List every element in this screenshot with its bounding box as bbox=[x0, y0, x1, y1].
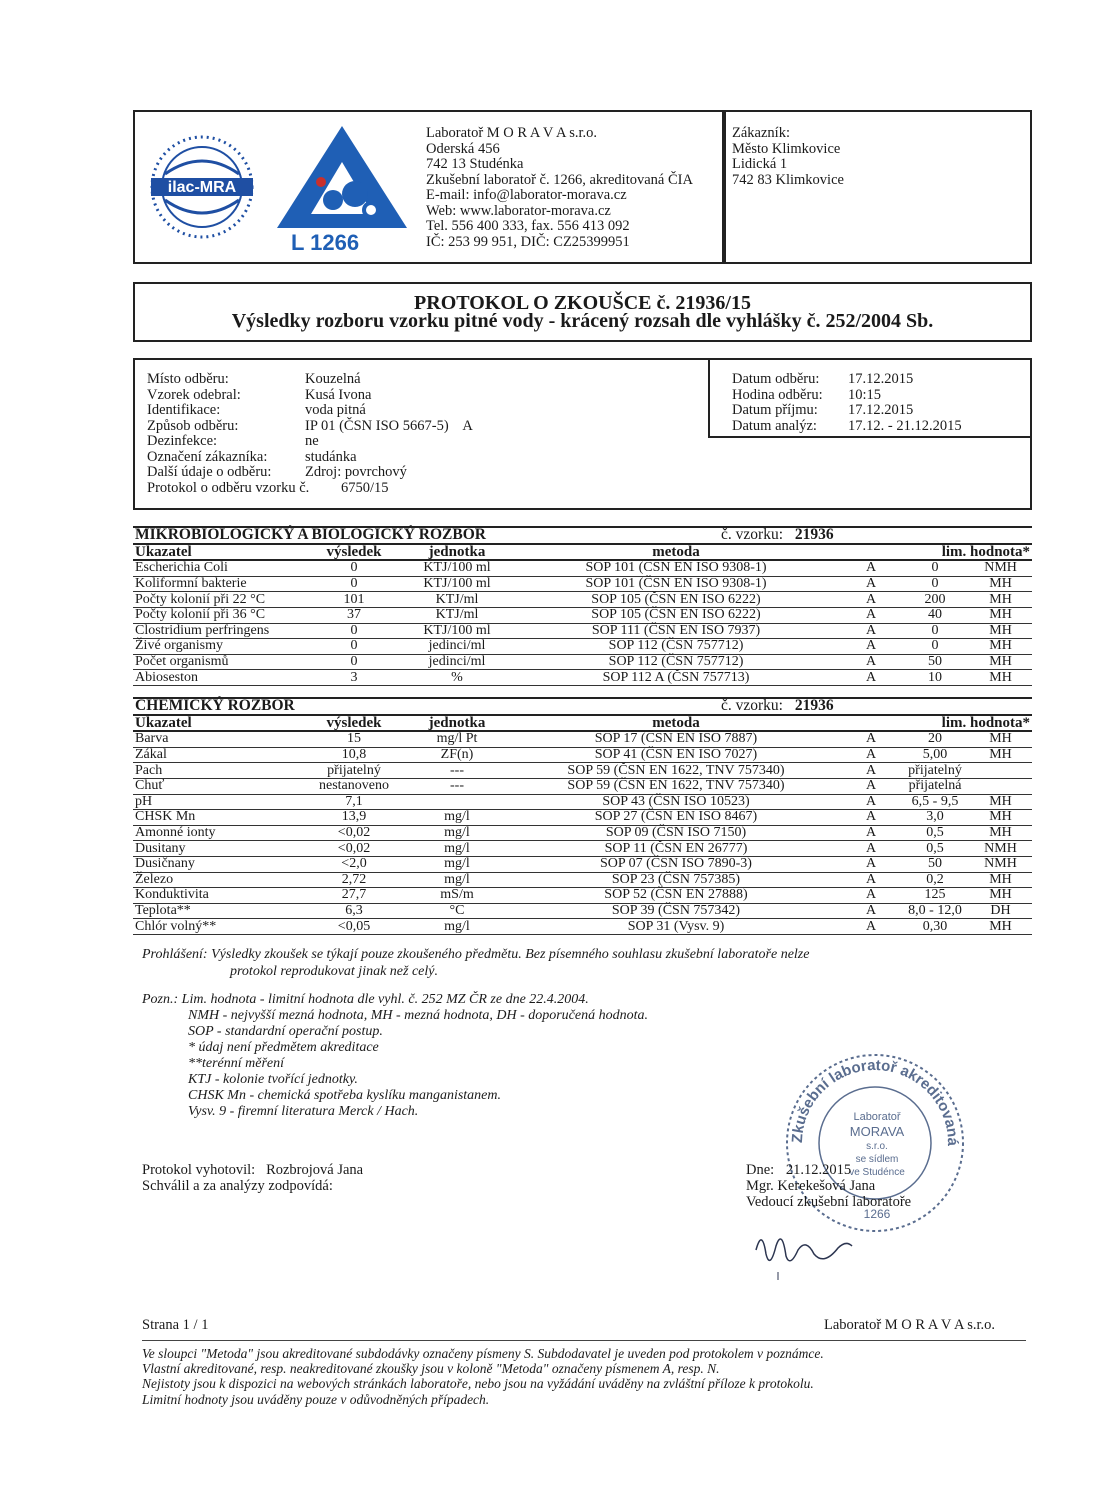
table-row bbox=[133, 794, 1032, 810]
sampling-dates-box bbox=[708, 358, 1032, 438]
ilac-mra-text: ilac-MRA bbox=[167, 179, 237, 196]
limit-type-cell: MH bbox=[969, 872, 1032, 888]
signoff-date: 21.12.2015 bbox=[785, 1162, 852, 1178]
footer-line: Nejistoty jsou k dispozici na webových stránkách laboratoře, nebo jsou na vyžádání uváděny na zvláštní příloze k protokolu. bbox=[142, 1376, 814, 1392]
limit-value-cell: 200 bbox=[901, 592, 969, 608]
col-header: výsledek bbox=[305, 715, 403, 732]
col-header: jednotka bbox=[403, 544, 511, 561]
parameter-cell: Koliformní bakterie bbox=[133, 576, 305, 592]
limit-type-cell: MH bbox=[969, 670, 1032, 686]
table-row bbox=[133, 560, 1032, 576]
parameter-cell: Abioseston bbox=[133, 670, 305, 686]
limit-value-cell: 0 bbox=[901, 639, 969, 655]
limit-type-cell: DH bbox=[969, 903, 1032, 919]
customer-lines bbox=[732, 126, 844, 188]
unit-cell: mg/l bbox=[403, 872, 511, 888]
method-cell: SOP 09 (ČSN ISO 7150) bbox=[511, 825, 841, 841]
approved-label: Schválil a za analýzy zodpovídá: bbox=[142, 1178, 333, 1194]
micro-sample bbox=[721, 526, 1032, 544]
micro-title: MIKROBIOLOGICKÝ A BIOLOGICKÝ ROZBOR bbox=[133, 527, 841, 544]
result-cell: 3 bbox=[305, 670, 403, 686]
result-cell: 7,1 bbox=[305, 794, 403, 810]
result-cell: 101 bbox=[305, 592, 403, 608]
result-cell: 0 bbox=[305, 623, 403, 639]
parameter-cell: Barva bbox=[133, 731, 305, 747]
protocol-title-box bbox=[133, 282, 1032, 342]
accreditation-cell: A bbox=[841, 560, 901, 576]
limit-type-cell: MH bbox=[969, 607, 1032, 623]
chem-header-row bbox=[133, 715, 1032, 732]
result-cell: 37 bbox=[305, 607, 403, 623]
table-row bbox=[133, 872, 1032, 888]
chem-sample-no: 21936 bbox=[794, 697, 834, 715]
chem-title-row bbox=[133, 698, 1032, 715]
limit-type-cell bbox=[969, 763, 1032, 779]
result-cell: <0,02 bbox=[305, 841, 403, 857]
limit-value-cell: 40 bbox=[901, 607, 969, 623]
date-labels bbox=[732, 372, 823, 434]
method-cell: SOP 101 (ČSN EN ISO 9308-1) bbox=[511, 576, 841, 592]
limit-type-cell: NMH bbox=[969, 560, 1032, 576]
col-header: Ukazatel bbox=[133, 715, 305, 732]
unit-cell: jedinci/ml bbox=[403, 639, 511, 655]
accreditation-cell: A bbox=[841, 639, 901, 655]
lab-contact-lines bbox=[426, 126, 693, 250]
limit-value-cell: 0 bbox=[901, 560, 969, 576]
unit-cell: KTJ/100 ml bbox=[403, 560, 511, 576]
unit-cell: KTJ/ml bbox=[403, 592, 511, 608]
accreditation-cell: A bbox=[841, 919, 901, 935]
note-line: KTJ - kolonie tvořící jednotky. bbox=[188, 1072, 358, 1087]
sampling-value: Zdroj: povrchový bbox=[305, 464, 407, 480]
accreditation-cell: A bbox=[841, 670, 901, 686]
limit-value-cell: 0,30 bbox=[901, 919, 969, 935]
chem-title: CHEMICKÝ ROZBOR bbox=[133, 698, 841, 715]
limit-value-cell: přijatelný bbox=[901, 763, 969, 779]
parameter-cell: Konduktivita bbox=[133, 888, 305, 904]
unit-cell: mg/l bbox=[403, 841, 511, 857]
accreditation-cell: A bbox=[841, 888, 901, 904]
limit-value-cell: 0,2 bbox=[901, 872, 969, 888]
lab-name: Laboratoř M O R A V A s.r.o. bbox=[426, 125, 598, 141]
parameter-cell: Pach bbox=[133, 763, 305, 779]
accreditation-cell: A bbox=[841, 763, 901, 779]
micro-rows bbox=[133, 560, 1032, 685]
sampling-left-values bbox=[305, 372, 473, 496]
result-cell: 15 bbox=[305, 731, 403, 747]
method-cell: SOP 39 (ČSN 757342) bbox=[511, 903, 841, 919]
customer-city: 742 83 Klimkovice bbox=[732, 171, 844, 188]
notes bbox=[142, 992, 648, 1120]
result-cell: <0,05 bbox=[305, 919, 403, 935]
footer-line: Ve sloupci "Metoda" jsou akreditované subdodávky označeny písmeny S. Subdodavatel je uveden pod protokolem v poznámce. bbox=[142, 1346, 824, 1361]
limit-type-cell: MH bbox=[969, 592, 1032, 608]
stamp-number: 1266 bbox=[863, 1207, 891, 1221]
result-cell: 0 bbox=[305, 560, 403, 576]
accreditation-cell: A bbox=[841, 623, 901, 639]
note-line: **terénní měření bbox=[188, 1056, 285, 1071]
accreditation-cell: A bbox=[841, 810, 901, 826]
limit-type-cell: MH bbox=[969, 810, 1032, 826]
unit-cell: mg/l Pt bbox=[403, 731, 511, 747]
table-row bbox=[133, 592, 1032, 608]
limit-value-cell: 0,5 bbox=[901, 841, 969, 857]
limit-value-cell: 20 bbox=[901, 731, 969, 747]
note-line: NMH - nejvyšší mezná hodnota, MH - mezná hodnota, DH - doporučená hodnota. bbox=[188, 1008, 648, 1023]
method-cell: SOP 52 (ČSN EN 27888) bbox=[511, 888, 841, 904]
date-value: 17.12.2015 bbox=[848, 402, 914, 418]
table-row bbox=[133, 763, 1032, 779]
result-cell: nestanoveno bbox=[305, 778, 403, 794]
signature bbox=[748, 1220, 858, 1280]
result-cell: 13,9 bbox=[305, 810, 403, 826]
parameter-cell: Amonné ionty bbox=[133, 825, 305, 841]
result-cell: 0 bbox=[305, 654, 403, 670]
accreditation-cell: A bbox=[841, 747, 901, 763]
accreditation-cell: A bbox=[841, 731, 901, 747]
unit-cell: mg/l bbox=[403, 856, 511, 872]
stamp-line: MORAVA bbox=[849, 1124, 905, 1139]
method-cell: SOP 41 (ČSN EN ISO 7027) bbox=[511, 747, 841, 763]
result-cell: <2,0 bbox=[305, 856, 403, 872]
note-line: Vysv. 9 - firemní literatura Merck / Hach. bbox=[188, 1104, 419, 1119]
table-row bbox=[133, 903, 1032, 919]
result-cell: 10,8 bbox=[305, 747, 403, 763]
parameter-cell: Dusičnany bbox=[133, 856, 305, 872]
accreditation-cell: A bbox=[841, 794, 901, 810]
stamp-ring-text: Zkušební laboratoř akreditovaná bbox=[788, 1056, 962, 1147]
table-row bbox=[133, 810, 1032, 826]
method-cell: SOP 101 (ČSN EN ISO 9308-1) bbox=[511, 560, 841, 576]
limit-value-cell: 125 bbox=[901, 888, 969, 904]
chem-rows bbox=[133, 731, 1032, 934]
method-cell: SOP 105 (ČSN EN ISO 6222) bbox=[511, 607, 841, 623]
sampling-label: Vzorek odebral: bbox=[147, 386, 241, 403]
sampling-info-box bbox=[133, 358, 1032, 510]
stamp-line: ve Studénce bbox=[849, 1167, 905, 1178]
note-line: CHSK Mn - chemická spotřeba kyslíku manganistanem. bbox=[188, 1088, 501, 1103]
accreditation-cell: A bbox=[841, 903, 901, 919]
lab-ids: IČ: 253 99 951, DIČ: CZ25399951 bbox=[426, 233, 630, 250]
unit-cell bbox=[403, 794, 511, 810]
sampling-value: ne bbox=[305, 433, 319, 449]
micro-table bbox=[133, 526, 1032, 686]
lab-accreditation: Zkušební laboratoř č. 1266, akreditovaná ČIA bbox=[426, 171, 693, 188]
date-label: Datum odběru: bbox=[732, 371, 820, 387]
result-cell: 0 bbox=[305, 639, 403, 655]
unit-cell: mg/l bbox=[403, 810, 511, 826]
customer-street: Lidická 1 bbox=[732, 156, 788, 172]
unit-cell: mg/l bbox=[403, 825, 511, 841]
result-cell: 2,72 bbox=[305, 872, 403, 888]
parameter-cell: pH bbox=[133, 794, 305, 810]
declaration-label: Prohlášení: bbox=[142, 947, 208, 962]
chem-sample-label: č. vzorku: bbox=[721, 697, 783, 715]
parameter-cell: Počty kolonií při 22 °C bbox=[133, 592, 305, 608]
parameter-cell: Živé organismy bbox=[133, 639, 305, 655]
result-cell: přijatelný bbox=[305, 763, 403, 779]
micro-sample-label: č. vzorku: bbox=[721, 526, 784, 544]
date-values bbox=[848, 372, 962, 434]
limit-type-cell bbox=[969, 778, 1032, 794]
table-row bbox=[133, 888, 1032, 904]
sampling-left-labels bbox=[147, 372, 309, 496]
sampling-label: Způsob odběru: bbox=[147, 417, 239, 434]
chem-sample bbox=[721, 697, 1032, 715]
limit-value-cell: 50 bbox=[901, 856, 969, 872]
unit-cell: KTJ/ml bbox=[403, 607, 511, 623]
limit-type-cell: MH bbox=[969, 654, 1032, 670]
unit-cell: --- bbox=[403, 778, 511, 794]
table-row bbox=[133, 623, 1032, 639]
table-row bbox=[133, 919, 1032, 935]
limit-type-cell: NMH bbox=[969, 841, 1032, 857]
ilac-mra-logo bbox=[143, 128, 261, 246]
sampling-label: Dezinfekce: bbox=[147, 433, 218, 449]
parameter-cell: Chlór volný** bbox=[133, 919, 305, 935]
table-row bbox=[133, 825, 1032, 841]
limit-type-cell: MH bbox=[969, 919, 1032, 935]
lab-email[interactable]: E-mail: info@laborator-morava.cz bbox=[426, 187, 627, 203]
table-row bbox=[133, 670, 1032, 686]
accreditation-cell: A bbox=[841, 825, 901, 841]
accreditation-cell: A bbox=[841, 607, 901, 623]
stamp-line: Laboratoř bbox=[853, 1111, 901, 1123]
table-row bbox=[133, 639, 1032, 655]
table-row bbox=[133, 607, 1032, 623]
limit-type-cell: NMH bbox=[969, 856, 1032, 872]
parameter-cell: Escherichia Coli bbox=[133, 560, 305, 576]
parameter-cell: Teplota** bbox=[133, 903, 305, 919]
lab-city: 742 13 Studénka bbox=[426, 156, 524, 172]
table-row bbox=[133, 856, 1032, 872]
lab-street: Oderská 456 bbox=[426, 140, 500, 157]
laboratory-logo bbox=[273, 122, 411, 232]
result-cell: <0,02 bbox=[305, 825, 403, 841]
method-cell: SOP 111 (ČSN EN ISO 7937) bbox=[511, 623, 841, 639]
declaration-line: protokol reprodukovat jinak než celý. bbox=[230, 964, 438, 979]
micro-title-row bbox=[133, 527, 1032, 544]
parameter-cell: Chuť bbox=[133, 778, 305, 794]
limit-type-cell: MH bbox=[969, 623, 1032, 639]
col-header: výsledek bbox=[305, 544, 403, 561]
limit-type-cell: MH bbox=[969, 888, 1032, 904]
date-label: Dne: bbox=[746, 1162, 775, 1178]
protocol-subtitle: Výsledky rozboru vzorku pitné vody - krácený rozsah dle vyhlášky č. 252/2004 Sb. bbox=[231, 310, 934, 332]
footer-company: Laboratoř M O R A V A s.r.o. bbox=[824, 1317, 996, 1333]
method-cell: SOP 27 (ČSN EN ISO 8467) bbox=[511, 810, 841, 826]
date-label: Datum příjmu: bbox=[732, 402, 818, 418]
limit-value-cell: 5,00 bbox=[901, 747, 969, 763]
limit-value-cell: 6,5 - 9,5 bbox=[901, 794, 969, 810]
lab-header-box bbox=[133, 110, 724, 264]
parameter-cell: Zákal bbox=[133, 747, 305, 763]
method-cell: SOP 43 (ČSN ISO 10523) bbox=[511, 794, 841, 810]
footer-line: Limitní hodnoty jsou uváděny pouze v odůvodněných případech. bbox=[142, 1391, 490, 1407]
method-cell: SOP 23 (ČSN 757385) bbox=[511, 872, 841, 888]
sampling-label: Označení zákazníka: bbox=[147, 448, 268, 465]
declaration bbox=[142, 946, 809, 980]
micro-sample-no: 21936 bbox=[794, 526, 834, 544]
sampling-value: studánka bbox=[305, 448, 357, 465]
method-cell: SOP 112 (ČSN 757712) bbox=[511, 639, 841, 655]
sampling-value: voda pitná bbox=[305, 402, 366, 418]
limit-type-cell: MH bbox=[969, 639, 1032, 655]
date-label: Datum analýz: bbox=[732, 417, 817, 434]
sampling-value: 6750/15 bbox=[341, 479, 389, 496]
unit-cell: jedinci/ml bbox=[403, 654, 511, 670]
sampling-label: Identifikace: bbox=[147, 402, 221, 418]
table-row bbox=[133, 778, 1032, 794]
customer-box bbox=[724, 110, 1032, 264]
sampling-label: Místo odběru: bbox=[147, 371, 229, 387]
footer-line: Vlastní akreditované, resp. neakreditované zkoušky jsou v koloně "Metoda" označeny písmenem A, resp. N. bbox=[142, 1361, 720, 1377]
method-cell: SOP 105 (ČSN EN ISO 6222) bbox=[511, 592, 841, 608]
date-value: 17.12.2015 bbox=[848, 371, 914, 387]
customer-name: Město Klimkovice bbox=[732, 140, 841, 157]
date-value: 17.12. - 21.12.2015 bbox=[848, 417, 962, 434]
sampling-value: IP 01 (ČSN ISO 5667-5) A bbox=[305, 417, 473, 434]
accreditation-cell: A bbox=[841, 778, 901, 794]
parameter-cell: Počty kolonií při 36 °C bbox=[133, 607, 305, 623]
page-number: Strana 1 / 1 bbox=[142, 1317, 209, 1333]
notes-label: Pozn.: bbox=[142, 992, 179, 1007]
approver-role: Vedoucí zkušební laboratoře bbox=[746, 1194, 912, 1210]
col-header: lim. hodnota* bbox=[841, 544, 1032, 561]
accreditation-cell: A bbox=[841, 576, 901, 592]
sampling-label: Další údaje o odběru: bbox=[147, 464, 272, 480]
limit-type-cell: MH bbox=[969, 576, 1032, 592]
accreditation-cell: A bbox=[841, 654, 901, 670]
method-cell: SOP 59 (ČSN EN 1622, TNV 757340) bbox=[511, 763, 841, 779]
method-cell: SOP 07 (ČSN ISO 7890-3) bbox=[511, 856, 841, 872]
unit-cell: KTJ/100 ml bbox=[403, 623, 511, 639]
unit-cell: KTJ/100 ml bbox=[403, 576, 511, 592]
parameter-cell: CHSK Mn bbox=[133, 810, 305, 826]
table-row bbox=[133, 841, 1032, 857]
method-cell: SOP 11 (ČSN EN 26777) bbox=[511, 841, 841, 857]
unit-cell: % bbox=[403, 670, 511, 686]
limit-type-cell: MH bbox=[969, 825, 1032, 841]
table-row bbox=[133, 654, 1032, 670]
customer-label: Zákazník: bbox=[732, 125, 790, 141]
unit-cell: °C bbox=[403, 903, 511, 919]
limit-type-cell: MH bbox=[969, 731, 1032, 747]
limit-value-cell: 0 bbox=[901, 576, 969, 592]
table-row bbox=[133, 747, 1032, 763]
limit-type-cell: MH bbox=[969, 794, 1032, 810]
stamp-line: s.r.o. bbox=[866, 1141, 888, 1152]
note-line: Lim. hodnota - limitní hodnota dle vyhl. č. 252 MZ ČR ze dne 22.4.2004. bbox=[181, 992, 589, 1007]
result-cell: 27,7 bbox=[305, 888, 403, 904]
accreditation-cell: A bbox=[841, 841, 901, 857]
sampling-value: Kouzelná bbox=[305, 371, 361, 387]
limit-value-cell: 10 bbox=[901, 670, 969, 686]
unit-cell: mS/m bbox=[403, 888, 511, 904]
accreditation-cell: A bbox=[841, 592, 901, 608]
limit-value-cell: 50 bbox=[901, 654, 969, 670]
date-value: 10:15 bbox=[848, 386, 882, 403]
micro-header-row bbox=[133, 544, 1032, 561]
parameter-cell: Dusitany bbox=[133, 841, 305, 857]
parameter-cell: Počet organismů bbox=[133, 654, 305, 670]
unit-cell: mg/l bbox=[403, 919, 511, 935]
col-header: metoda bbox=[511, 544, 841, 561]
result-cell: 0 bbox=[305, 576, 403, 592]
lab-phone: Tel. 556 400 333, fax. 556 413 092 bbox=[426, 218, 630, 234]
approver-name: Mgr. Kerekešová Jana bbox=[746, 1178, 876, 1194]
method-cell: SOP 112 (ČSN 757712) bbox=[511, 654, 841, 670]
sampling-value: Kusá Ivona bbox=[305, 386, 372, 403]
accreditation-cell: A bbox=[841, 856, 901, 872]
note-line: SOP - standardní operační postup. bbox=[188, 1024, 383, 1039]
unit-cell: --- bbox=[403, 763, 511, 779]
footer-notes bbox=[142, 1346, 824, 1407]
parameter-cell: Clostridium perfringens bbox=[133, 623, 305, 639]
unit-cell: ZF(n) bbox=[403, 747, 511, 763]
footer-rule bbox=[142, 1340, 1026, 1341]
col-header: jednotka bbox=[403, 715, 511, 732]
signoff-right bbox=[746, 1162, 911, 1210]
note-line: * údaj není předmětem akreditace bbox=[188, 1040, 379, 1055]
col-header: metoda bbox=[511, 715, 841, 732]
protocol-title: PROTOKOL O ZKOUŠCE č. 21936/15 bbox=[414, 292, 751, 314]
prepared-label: Protokol vyhotovil: bbox=[142, 1162, 256, 1178]
stamp-line: se sídlem bbox=[855, 1154, 899, 1165]
prepared-name: Rozbrojová Jana bbox=[266, 1162, 364, 1178]
accreditation-cell: A bbox=[841, 872, 901, 888]
method-cell: SOP 31 (Vysv. 9) bbox=[511, 919, 841, 935]
parameter-cell: Železo bbox=[133, 872, 305, 888]
limit-value-cell: přijatelná bbox=[901, 778, 969, 794]
date-label: Hodina odběru: bbox=[732, 386, 823, 403]
table-row bbox=[133, 576, 1032, 592]
table-row bbox=[133, 731, 1032, 747]
declaration-line: Výsledky zkoušek se týkají pouze zkoušeného předmětu. Bez písemného souhlasu zkušební laboratoře nelze bbox=[211, 947, 810, 962]
method-cell: SOP 17 (ČSN EN ISO 7887) bbox=[511, 731, 841, 747]
col-header: Ukazatel bbox=[133, 544, 305, 561]
chem-table bbox=[133, 697, 1032, 935]
signoff-left bbox=[142, 1162, 363, 1194]
lab-web[interactable]: Web: www.laborator-morava.cz bbox=[426, 202, 611, 219]
limit-type-cell: MH bbox=[969, 747, 1032, 763]
sampling-label: Protokol o odběru vzorku č. bbox=[147, 479, 310, 496]
limit-value-cell: 8,0 - 12,0 bbox=[901, 903, 969, 919]
limit-value-cell: 0,5 bbox=[901, 825, 969, 841]
limit-value-cell: 0 bbox=[901, 623, 969, 639]
accreditation-number: L 1266 bbox=[291, 230, 360, 255]
col-header: lim. hodnota* bbox=[841, 715, 1032, 732]
method-cell: SOP 112 A (ČSN 757713) bbox=[511, 670, 841, 686]
method-cell: SOP 59 (ČSN EN 1622, TNV 757340) bbox=[511, 778, 841, 794]
result-cell: 6,3 bbox=[305, 903, 403, 919]
limit-value-cell: 3,0 bbox=[901, 810, 969, 826]
